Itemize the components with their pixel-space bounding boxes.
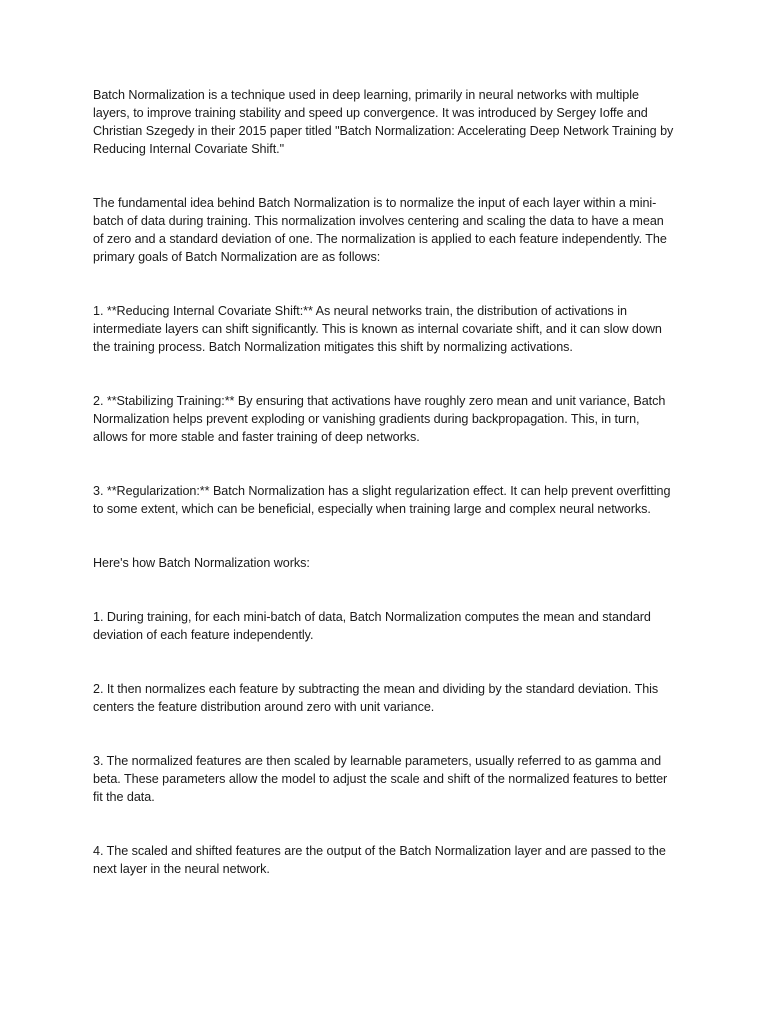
paragraph-how-it-works: Here's how Batch Normalization works:: [93, 556, 310, 570]
document-body: [93, 86, 677, 878]
paragraph-step-3: 3. The normalized features are then scaled by learnable parameters, usually referred to as gamma and beta. These parameters allow the model to adjust the scale and shift of the normalized features to better fit the data.: [93, 754, 668, 804]
paragraph-goal-stabilizing: 2. **Stabilizing Training:** By ensuring that activations have roughly zero mean and unit variance, Batch Normalization helps prevent exploding or vanishing gradients during backpropagation. This, in turn, allows for more stable and faster training of deep networks.: [93, 394, 666, 444]
paragraph-goal-regularization: 3. **Regularization:** Batch Normalization has a slight regularization effect. It can help prevent overfitting to some extent, which can be beneficial, especially when training large and complex neural networks.: [93, 484, 671, 516]
paragraph-step-4: 4. The scaled and shifted features are the output of the Batch Normalization layer and are passed to the next layer in the neural network.: [93, 844, 666, 876]
paragraph-step-1: 1. During training, for each mini-batch of data, Batch Normalization computes the mean and standard deviation of each feature independently.: [93, 610, 651, 642]
paragraph-step-2: 2. It then normalizes each feature by subtracting the mean and dividing by the standard deviation. This centers the feature distribution around zero with unit variance.: [93, 682, 659, 714]
paragraph-intro: Batch Normalization is a technique used in deep learning, primarily in neural networks with multiple layers, to improve training stability and speed up convergence. It was introduced by Sergey Ioffe and Christian Szegedy in their 2015 paper titled "Batch Normalization: Accelerating Deep Network Training by Reducing Internal Covariate Shift.": [93, 88, 674, 156]
paragraph-goal-covariate-shift: 1. **Reducing Internal Covariate Shift:** As neural networks train, the distribution of activations in intermediate layers can shift significantly. This is known as internal covariate shift, and it can slow down the training process. Batch Normalization mitigates this shift by normalizing activations.: [93, 304, 662, 354]
paragraph-fundamental-idea: The fundamental idea behind Batch Normalization is to normalize the input of each layer within a mini-batch of data during training. This normalization involves centering and scaling the data to have a mean of zero and a standard deviation of one. The normalization is applied to each feature independently. The primary goals of Batch Normalization are as follows:: [93, 196, 667, 264]
